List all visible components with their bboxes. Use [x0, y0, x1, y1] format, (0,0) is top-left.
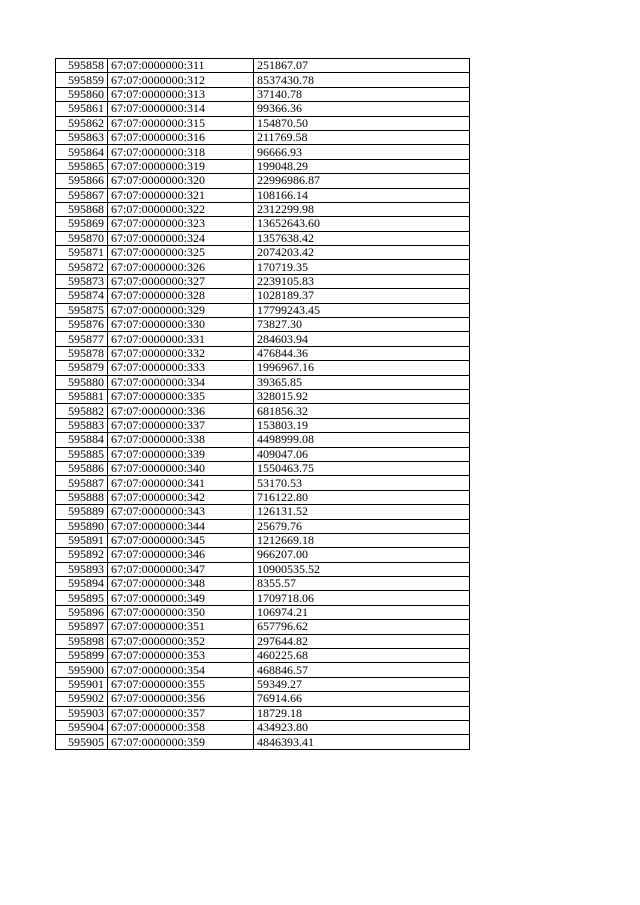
cadastral-number-cell: 67:07:0000000:344: [108, 519, 254, 533]
cadastral-number-cell: 67:07:0000000:342: [108, 490, 254, 504]
cadastral-value-cell: 4498999.08: [254, 433, 470, 447]
cadastral-value-cell: 1709718.06: [254, 591, 470, 605]
cadastral-value-cell: 18729.18: [254, 706, 470, 720]
row-id-cell: 595862: [56, 116, 108, 130]
table-row: [56, 274, 470, 288]
cadastral-value-cell: 37140.78: [254, 87, 470, 101]
cadastral-value-cell: 716122.80: [254, 490, 470, 504]
row-id-cell: 595879: [56, 361, 108, 375]
table-row: [56, 332, 470, 346]
row-id-cell: 595888: [56, 490, 108, 504]
row-id-cell: 595880: [56, 375, 108, 389]
cadastral-value-cell: 17799243.45: [254, 303, 470, 317]
row-id-cell: 595877: [56, 332, 108, 346]
cadastral-value-cell: 76914.66: [254, 692, 470, 706]
table-row: [56, 634, 470, 648]
table-row: [56, 116, 470, 130]
row-id-cell: 595865: [56, 159, 108, 173]
cadastral-number-cell: 67:07:0000000:345: [108, 533, 254, 547]
table-row: [56, 318, 470, 332]
cadastral-value-cell: 966207.00: [254, 548, 470, 562]
row-id-cell: 595859: [56, 73, 108, 87]
table-row: [56, 663, 470, 677]
row-id-cell: 595868: [56, 202, 108, 216]
table-row: [56, 505, 470, 519]
row-id-cell: 595892: [56, 548, 108, 562]
row-id-cell: 595876: [56, 318, 108, 332]
row-id-cell: 595871: [56, 246, 108, 260]
cadastral-value-cell: 99366.36: [254, 102, 470, 116]
table-row: [56, 87, 470, 101]
row-id-cell: 595881: [56, 389, 108, 403]
row-id-cell: 595886: [56, 461, 108, 475]
cadastral-value-cell: 96666.93: [254, 145, 470, 159]
cadastral-number-cell: 67:07:0000000:334: [108, 375, 254, 389]
row-id-cell: 595895: [56, 591, 108, 605]
row-id-cell: 595883: [56, 418, 108, 432]
cadastral-value-cell: 1996967.16: [254, 361, 470, 375]
cadastral-number-cell: 67:07:0000000:346: [108, 548, 254, 562]
cadastral-value-cell: 170719.35: [254, 260, 470, 274]
row-id-cell: 595903: [56, 706, 108, 720]
row-id-cell: 595882: [56, 404, 108, 418]
cadastral-number-cell: 67:07:0000000:333: [108, 361, 254, 375]
cadastral-number-cell: 67:07:0000000:329: [108, 303, 254, 317]
row-id-cell: 595889: [56, 505, 108, 519]
table-row: [56, 649, 470, 663]
cadastral-number-cell: 67:07:0000000:349: [108, 591, 254, 605]
table-row: [56, 231, 470, 245]
row-id-cell: 595870: [56, 231, 108, 245]
row-id-cell: 595893: [56, 562, 108, 576]
row-id-cell: 595890: [56, 519, 108, 533]
document-page: [55, 58, 470, 750]
cadastral-number-cell: 67:07:0000000:347: [108, 562, 254, 576]
cadastral-value-cell: 59349.27: [254, 677, 470, 691]
cadastral-number-cell: 67:07:0000000:336: [108, 404, 254, 418]
cadastral-value-cell: 2312299.98: [254, 202, 470, 216]
table-row: [56, 692, 470, 706]
table-row: [56, 418, 470, 432]
cadastral-number-cell: 67:07:0000000:313: [108, 87, 254, 101]
table-row: [56, 490, 470, 504]
row-id-cell: 595873: [56, 274, 108, 288]
row-id-cell: 595887: [56, 476, 108, 490]
cadastral-number-cell: 67:07:0000000:348: [108, 577, 254, 591]
cadastral-number-cell: 67:07:0000000:350: [108, 605, 254, 619]
cadastral-number-cell: 67:07:0000000:338: [108, 433, 254, 447]
table-row: [56, 375, 470, 389]
table-row: [56, 548, 470, 562]
row-id-cell: 595899: [56, 649, 108, 663]
cadastral-number-cell: 67:07:0000000:328: [108, 289, 254, 303]
cadastral-value-cell: 681856.32: [254, 404, 470, 418]
cadastral-number-cell: 67:07:0000000:325: [108, 246, 254, 260]
table-row: [56, 591, 470, 605]
cadastral-value-table: [55, 58, 470, 750]
table-row: [56, 562, 470, 576]
table-row: [56, 433, 470, 447]
cadastral-value-cell: 476844.36: [254, 346, 470, 360]
cadastral-value-cell: 2239105.83: [254, 274, 470, 288]
cadastral-value-cell: 106974.21: [254, 605, 470, 619]
cadastral-value-cell: 73827.30: [254, 318, 470, 332]
cadastral-value-cell: 4846393.41: [254, 735, 470, 749]
cadastral-number-cell: 67:07:0000000:331: [108, 332, 254, 346]
row-id-cell: 595860: [56, 87, 108, 101]
cadastral-number-cell: 67:07:0000000:357: [108, 706, 254, 720]
row-id-cell: 595901: [56, 677, 108, 691]
cadastral-number-cell: 67:07:0000000:340: [108, 461, 254, 475]
row-id-cell: 595875: [56, 303, 108, 317]
table-row: [56, 620, 470, 634]
table-row: [56, 346, 470, 360]
table-row: [56, 145, 470, 159]
table-row: [56, 130, 470, 144]
table-row: [56, 188, 470, 202]
row-id-cell: 595866: [56, 174, 108, 188]
table-row: [56, 447, 470, 461]
cadastral-number-cell: 67:07:0000000:351: [108, 620, 254, 634]
cadastral-value-cell: 328015.92: [254, 389, 470, 403]
table-row: [56, 476, 470, 490]
table-row: [56, 73, 470, 87]
table-row: [56, 519, 470, 533]
table-row: [56, 246, 470, 260]
cadastral-value-cell: 251867.07: [254, 59, 470, 73]
cadastral-value-cell: 1028189.37: [254, 289, 470, 303]
row-id-cell: 595884: [56, 433, 108, 447]
row-id-cell: 595891: [56, 533, 108, 547]
cadastral-number-cell: 67:07:0000000:355: [108, 677, 254, 691]
cadastral-value-cell: 1212669.18: [254, 533, 470, 547]
cadastral-number-cell: 67:07:0000000:321: [108, 188, 254, 202]
cadastral-value-cell: 25679.76: [254, 519, 470, 533]
cadastral-value-cell: 1550463.75: [254, 461, 470, 475]
cadastral-value-cell: 284603.94: [254, 332, 470, 346]
table-row: [56, 217, 470, 231]
cadastral-number-cell: 67:07:0000000:315: [108, 116, 254, 130]
cadastral-number-cell: 67:07:0000000:320: [108, 174, 254, 188]
table-row: [56, 533, 470, 547]
row-id-cell: 595874: [56, 289, 108, 303]
cadastral-number-cell: 67:07:0000000:323: [108, 217, 254, 231]
row-id-cell: 595896: [56, 605, 108, 619]
cadastral-number-cell: 67:07:0000000:358: [108, 720, 254, 734]
table-row: [56, 461, 470, 475]
table-row: [56, 174, 470, 188]
cadastral-number-cell: 67:07:0000000:341: [108, 476, 254, 490]
row-id-cell: 595869: [56, 217, 108, 231]
cadastral-number-cell: 67:07:0000000:314: [108, 102, 254, 116]
row-id-cell: 595867: [56, 188, 108, 202]
row-id-cell: 595878: [56, 346, 108, 360]
row-id-cell: 595894: [56, 577, 108, 591]
cadastral-value-cell: 657796.62: [254, 620, 470, 634]
row-id-cell: 595872: [56, 260, 108, 274]
cadastral-number-cell: 67:07:0000000:326: [108, 260, 254, 274]
cadastral-number-cell: 67:07:0000000:353: [108, 649, 254, 663]
cadastral-value-cell: 199048.29: [254, 159, 470, 173]
table-row: [56, 361, 470, 375]
table-row: [56, 735, 470, 749]
cadastral-number-cell: 67:07:0000000:337: [108, 418, 254, 432]
cadastral-value-cell: 154870.50: [254, 116, 470, 130]
row-id-cell: 595900: [56, 663, 108, 677]
cadastral-number-cell: 67:07:0000000:316: [108, 130, 254, 144]
table-row: [56, 59, 470, 73]
cadastral-number-cell: 67:07:0000000:327: [108, 274, 254, 288]
cadastral-number-cell: 67:07:0000000:354: [108, 663, 254, 677]
cadastral-value-cell: 1357638.42: [254, 231, 470, 245]
table-row: [56, 706, 470, 720]
table-row: [56, 677, 470, 691]
cadastral-value-cell: 2074203.42: [254, 246, 470, 260]
cadastral-value-cell: 297644.82: [254, 634, 470, 648]
cadastral-number-cell: 67:07:0000000:332: [108, 346, 254, 360]
cadastral-number-cell: 67:07:0000000:356: [108, 692, 254, 706]
row-id-cell: 595863: [56, 130, 108, 144]
table-row: [56, 289, 470, 303]
table-row: [56, 159, 470, 173]
table-row: [56, 605, 470, 619]
table-body: [56, 59, 470, 750]
cadastral-number-cell: 67:07:0000000:330: [108, 318, 254, 332]
row-id-cell: 595885: [56, 447, 108, 461]
table-row: [56, 260, 470, 274]
cadastral-value-cell: 409047.06: [254, 447, 470, 461]
cadastral-number-cell: 67:07:0000000:324: [108, 231, 254, 245]
cadastral-value-cell: 13652643.60: [254, 217, 470, 231]
table-row: [56, 303, 470, 317]
row-id-cell: 595902: [56, 692, 108, 706]
cadastral-value-cell: 53170.53: [254, 476, 470, 490]
table-row: [56, 202, 470, 216]
table-row: [56, 720, 470, 734]
cadastral-value-cell: 22996986.87: [254, 174, 470, 188]
table-row: [56, 389, 470, 403]
cadastral-value-cell: 126131.52: [254, 505, 470, 519]
cadastral-value-cell: 8537430.78: [254, 73, 470, 87]
cadastral-number-cell: 67:07:0000000:322: [108, 202, 254, 216]
cadastral-number-cell: 67:07:0000000:339: [108, 447, 254, 461]
cadastral-number-cell: 67:07:0000000:335: [108, 389, 254, 403]
cadastral-value-cell: 468846.57: [254, 663, 470, 677]
cadastral-value-cell: 460225.68: [254, 649, 470, 663]
row-id-cell: 595897: [56, 620, 108, 634]
table-row: [56, 404, 470, 418]
cadastral-number-cell: 67:07:0000000:312: [108, 73, 254, 87]
row-id-cell: 595904: [56, 720, 108, 734]
row-id-cell: 595898: [56, 634, 108, 648]
cadastral-value-cell: 434923.80: [254, 720, 470, 734]
cadastral-value-cell: 153803.19: [254, 418, 470, 432]
row-id-cell: 595864: [56, 145, 108, 159]
table-row: [56, 577, 470, 591]
cadastral-number-cell: 67:07:0000000:343: [108, 505, 254, 519]
cadastral-number-cell: 67:07:0000000:319: [108, 159, 254, 173]
cadastral-number-cell: 67:07:0000000:311: [108, 59, 254, 73]
cadastral-number-cell: 67:07:0000000:318: [108, 145, 254, 159]
cadastral-value-cell: 211769.58: [254, 130, 470, 144]
cadastral-value-cell: 108166.14: [254, 188, 470, 202]
table-row: [56, 102, 470, 116]
row-id-cell: 595905: [56, 735, 108, 749]
cadastral-number-cell: 67:07:0000000:352: [108, 634, 254, 648]
row-id-cell: 595858: [56, 59, 108, 73]
cadastral-value-cell: 10900535.52: [254, 562, 470, 576]
cadastral-number-cell: 67:07:0000000:359: [108, 735, 254, 749]
cadastral-value-cell: 39365.85: [254, 375, 470, 389]
cadastral-value-cell: 8355.57: [254, 577, 470, 591]
row-id-cell: 595861: [56, 102, 108, 116]
